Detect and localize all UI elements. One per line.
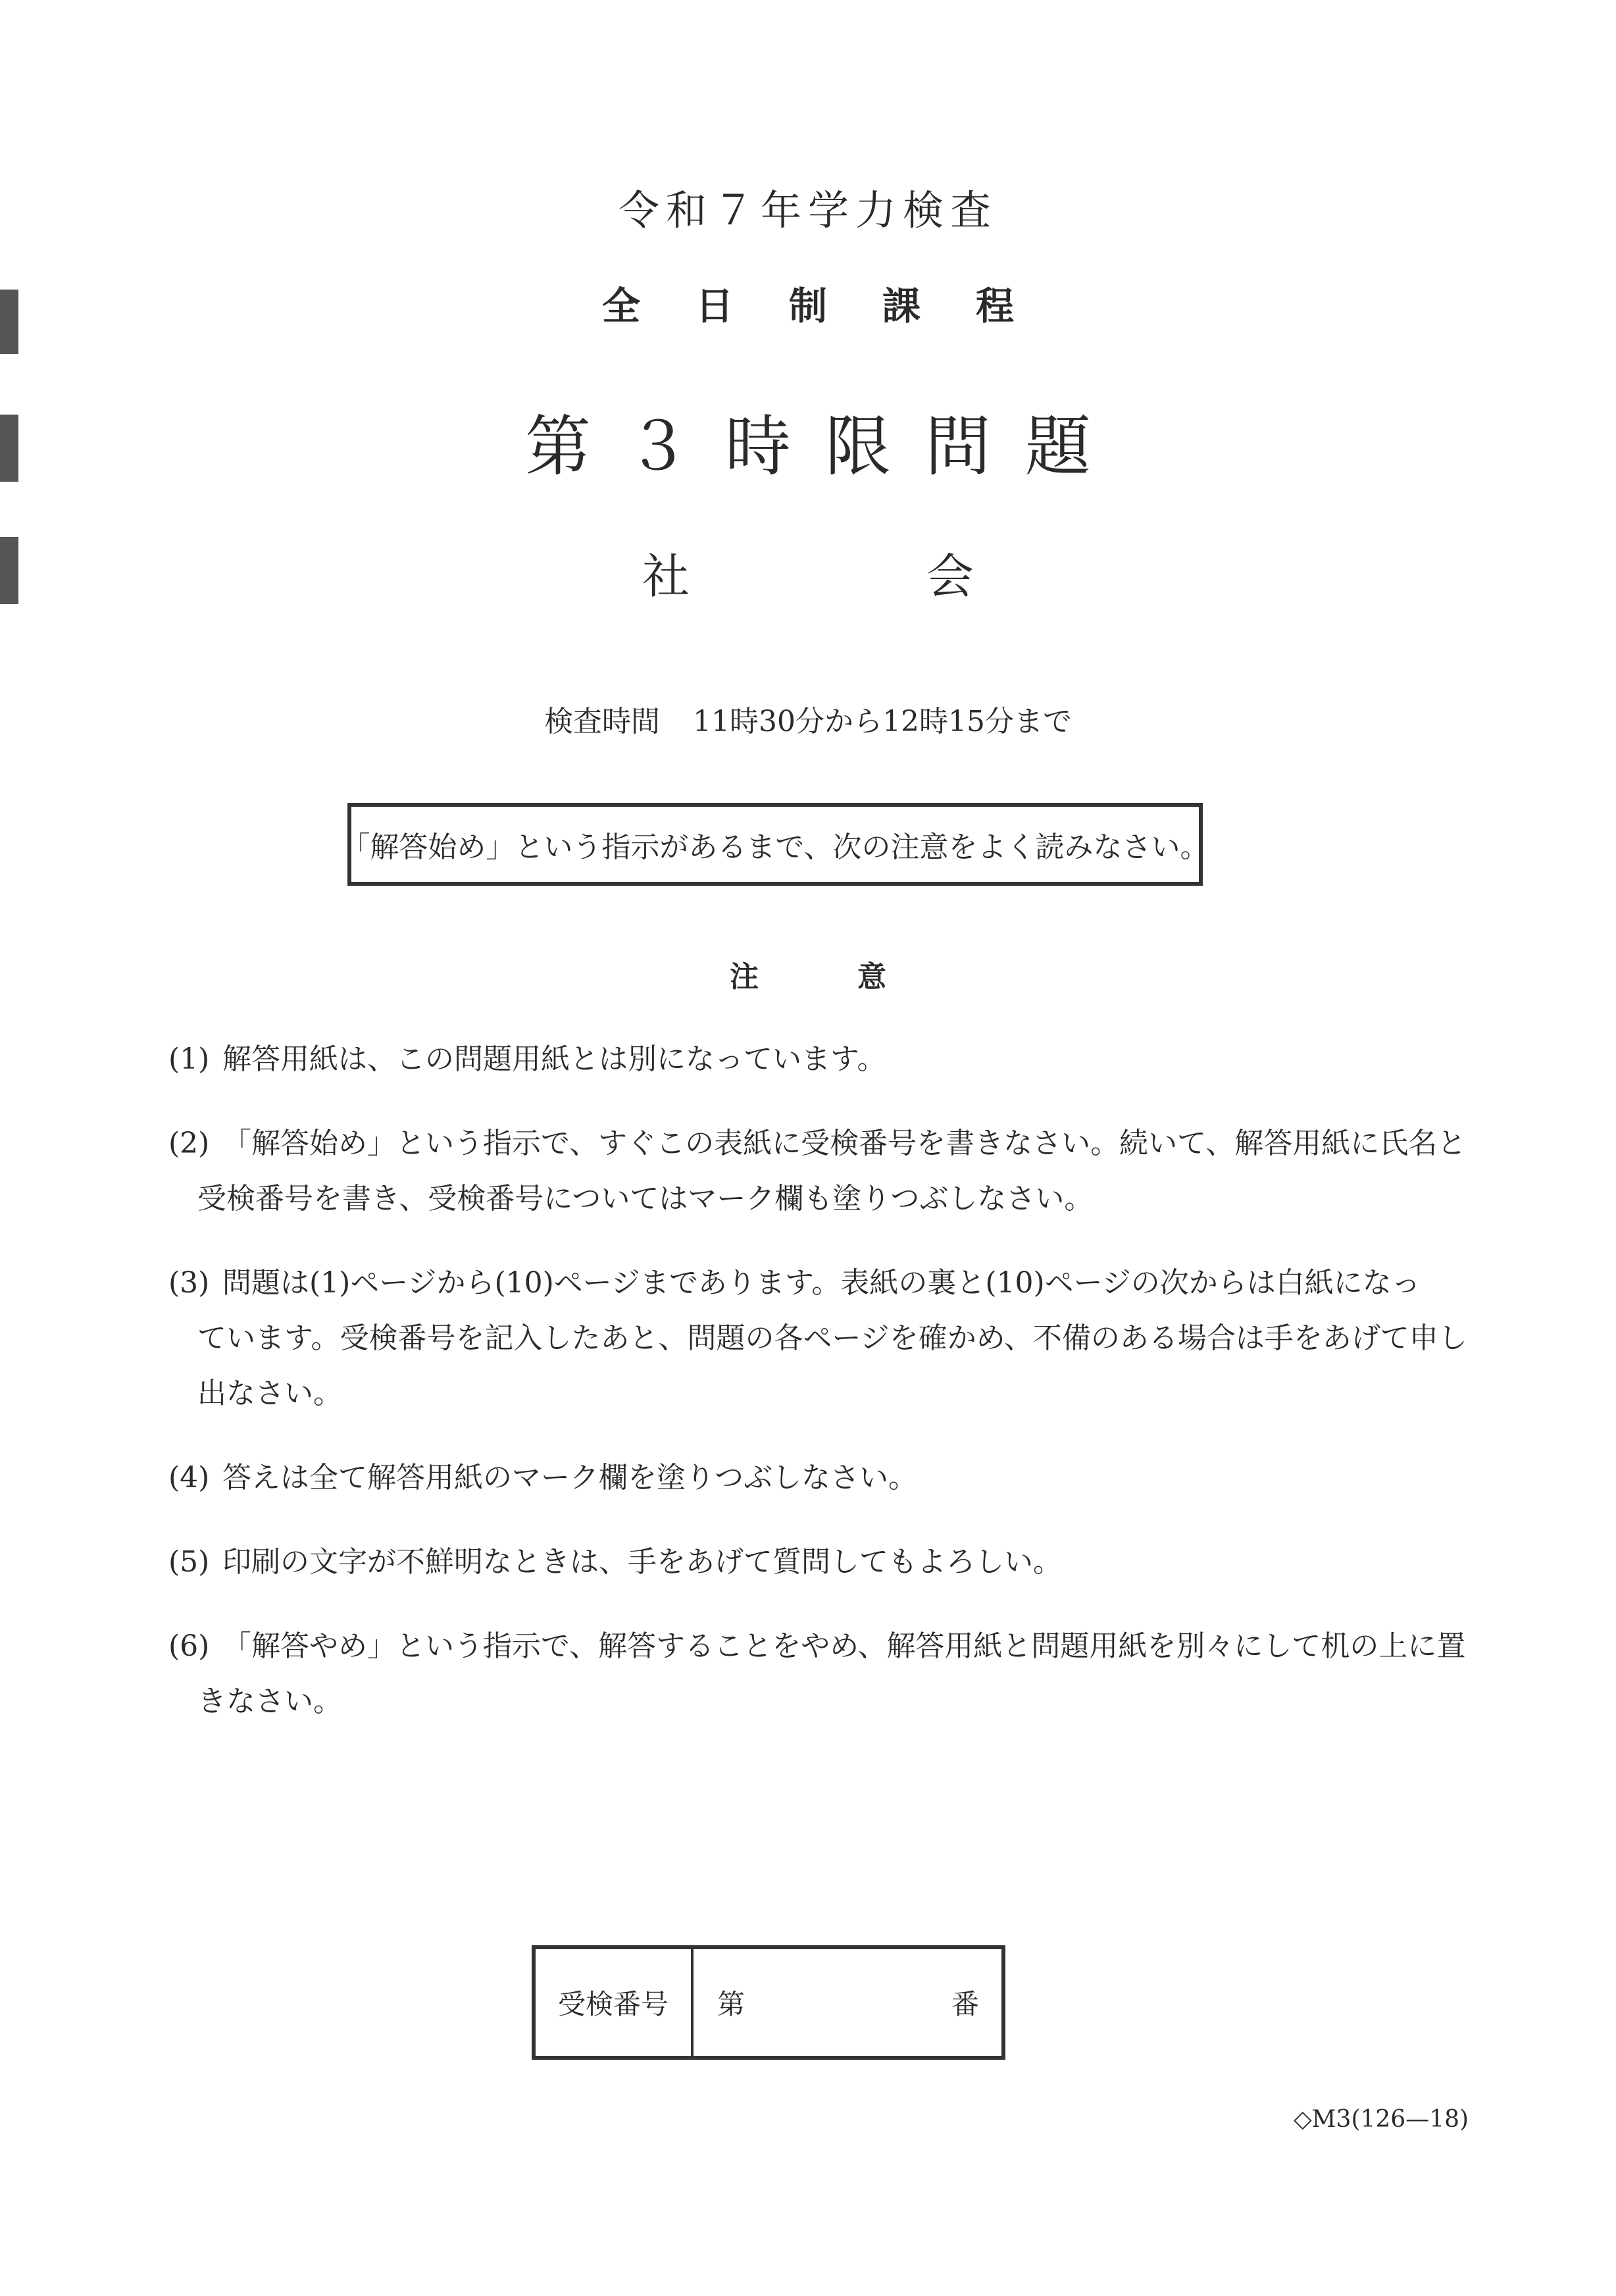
caution-item-1 [168,1032,1419,1087]
caution-heading-left: 注 [730,960,759,994]
notice-box [341,803,1209,886]
caution-item-3 [168,1256,1467,1421]
exam-time [0,698,1616,740]
subject-char-left: 社 [642,549,690,604]
exam-time-label: 検査時間 [544,705,661,738]
examinee-number-prefix: 第 [717,1988,745,2020]
caution-item-text: 解答用紙は、この問題用紙とは別になっています。 [222,1042,886,1076]
caution-item-2 [168,1116,1467,1227]
caution-item-6 [168,1619,1466,1729]
subject-title [0,538,1616,607]
caution-item-text: ています。受検番号を記入したあと、問題の各ページを確かめ、不備のある場合は手をあげて申し [197,1321,1467,1355]
caution-item-text: 「解答始め」という指示で、すぐこの表紙に受検番号を書きなさい。続いて、解答用紙に氏名と [222,1127,1467,1160]
caution-item-text: 「解答やめ」という指示で、解答することをやめ、解答用紙と問題用紙を別々にして机の上に置 [222,1629,1466,1663]
subject-char-right: 会 [926,549,974,604]
caution-item-text: きなさい。 [197,1685,342,1718]
caution-heading [0,953,1616,995]
document-code: ◇M3(126—18) [1294,2106,1469,2133]
caution-item-5 [168,1535,1419,1590]
exam-time-value: 11時30分から12時15分まで [693,705,1072,738]
examinee-number-field[interactable] [694,1949,1001,2056]
caution-item-4 [168,1450,1419,1506]
caution-heading-right: 意 [857,960,886,994]
caution-item-text: 答えは全て解答用紙のマーク欄を塗りつぶしなさい。 [222,1461,917,1494]
caution-item-number: (4) [168,1461,210,1494]
caution-list [168,1032,1467,1758]
caution-item-number: (1) [168,1042,210,1076]
caution-item-text: 受検番号を書き、受検番号についてはマーク欄も塗りつぶしなさい。 [197,1182,1094,1215]
examinee-number-label: 受検番号 [536,1949,694,2056]
caution-item-text: 印刷の文字が不鮮明なときは、手をあげて質問してもよろしい。 [222,1545,1062,1579]
caution-item-number: (3) [168,1266,210,1300]
examinee-number-suffix: 番 [951,1988,979,2020]
notice-text: 「解答始め」という指示があるまで、次の注意をよく読みなさい。 [341,830,1209,864]
caution-item-number: (5) [168,1545,210,1579]
caution-item-text: 問題は(1)ページから(10)ページまであります。表紙の裏と(10)ページの次からは白紙になっ [222,1266,1421,1300]
caution-item-text: 出なさい。 [197,1377,342,1410]
period-title: 第３時限問題 [525,408,1125,485]
exam-year-title: 令和７年学力検査 [618,186,997,234]
course-title: 全日制課程 [601,284,1069,328]
caution-item-number: (6) [168,1629,210,1663]
examinee-number-box [532,1945,1005,2060]
caution-item-number: (2) [168,1127,210,1160]
